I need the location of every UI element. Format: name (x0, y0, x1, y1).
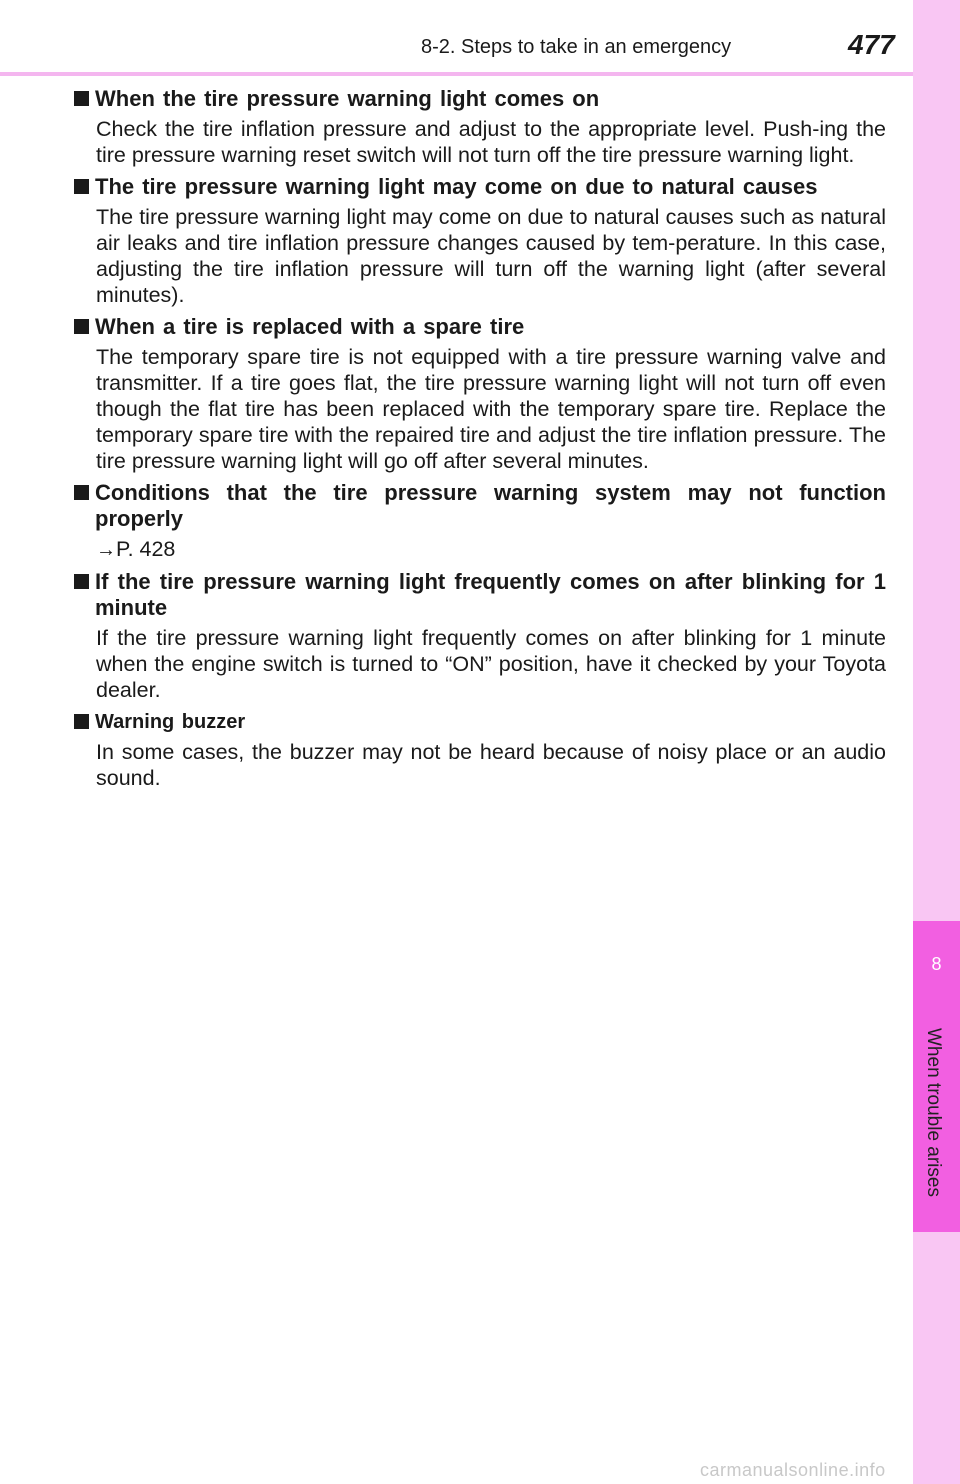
side-tab (913, 0, 960, 1484)
square-bullet-icon (74, 91, 89, 106)
section-body: Check the tire inflation pressure and adjust to the appropriate level. Push-ing the tire pressure warning reset switch will not turn off the tire pressure warning light. (96, 117, 886, 167)
section-heading: If the tire pressure warning light frequently comes on after blinking for 1 minute (74, 569, 886, 621)
section-conditions (74, 480, 886, 563)
square-bullet-icon (74, 574, 89, 589)
section-spare-tire (74, 314, 886, 474)
section-heading: Conditions that the tire pressure warning system may not function properly (74, 480, 886, 532)
watermark: carmanualsonline.info (700, 1460, 886, 1480)
section-heading: When a tire is replaced with a spare tire (74, 314, 886, 340)
section-body: If the tire pressure warning light frequently comes on after blinking for 1 minute when the engine switch is turned to “ON” position, have it checked by your Toyota dealer. (96, 626, 886, 702)
page-reference-link[interactable]: P. 428 (116, 537, 176, 561)
content (74, 86, 886, 797)
square-bullet-icon (74, 714, 89, 729)
arrow-right-icon: → (96, 539, 116, 561)
section-frequent-light (74, 569, 886, 703)
section-body: The temporary spare tire is not equipped with a tire pressure warning valve and transmitter. If a tire goes flat, the tire pressure warning light will not turn off even though the flat tire has been replaced with the temporary spare tire. Replace the temporary spare tire with the repaired tire and adjust the tire inflation pressure. The tire pressure warning light will go off after several minutes. (96, 345, 886, 473)
section-heading: Warning buzzer (74, 709, 886, 735)
section-body: In some cases, the buzzer may not be heard because of noisy place or an audio sound. (96, 740, 886, 790)
section-tpws-light-on (74, 86, 886, 168)
section-title: 8-2. Steps to take in an emergency (421, 36, 732, 58)
page-number: 477 (848, 29, 895, 60)
square-bullet-icon (74, 485, 89, 500)
section-warning-buzzer (74, 709, 886, 791)
chapter-number: 8 (931, 954, 942, 974)
page-reference[interactable] (74, 536, 886, 563)
section-heading: When the tire pressure warning light comes on (74, 86, 886, 112)
section-heading: The tire pressure warning light may come on due to natural causes (74, 174, 886, 200)
section-body: The tire pressure warning light may come on due to natural causes such as natural air leaks and tire inflation pressure changes caused by tem-perature. In this case, adjusting the tire inflation pressure will turn off the warning light (after several minutes). (96, 205, 886, 307)
square-bullet-icon (74, 319, 89, 334)
square-bullet-icon (74, 179, 89, 194)
header-rule (0, 72, 913, 76)
section-natural-causes (74, 174, 886, 308)
chapter-title: When trouble arises (923, 1028, 944, 1197)
